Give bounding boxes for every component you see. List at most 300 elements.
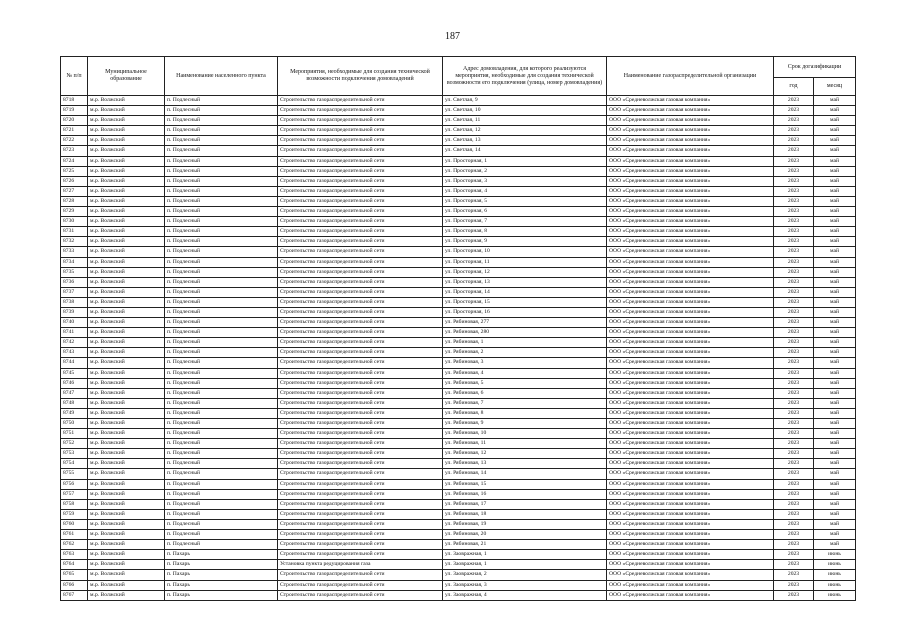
address-cell: ул. Рябиновая, 14 [443,469,607,479]
measure-cell: Строительство газораспределительной сети [278,368,443,378]
row-number-cell: 8722 [61,136,88,146]
table-row [61,449,856,459]
month-cell: май [814,176,856,186]
measure-cell: Строительство газораспределительной сети [278,378,443,388]
municipality-cell: м.р. Волжский [88,449,165,459]
municipality-cell: м.р. Волжский [88,540,165,550]
organization-cell: ООО «Средневолжская газовая компания» [607,570,774,580]
year-cell: 2023 [774,509,814,519]
year-cell: 2023 [774,166,814,176]
address-cell: ул. Светлая, 12 [443,126,607,136]
municipality-cell: м.р. Волжский [88,196,165,206]
row-number-cell: 8757 [61,489,88,499]
municipality-cell: м.р. Волжский [88,388,165,398]
year-cell: 2023 [774,116,814,126]
organization-cell: ООО «Средневолжская газовая компания» [607,408,774,418]
address-cell: ул. Просторная, 8 [443,227,607,237]
month-cell: май [814,136,856,146]
year-cell: 2023 [774,429,814,439]
table-row [61,287,856,297]
measure-cell: Строительство газораспределительной сети [278,277,443,287]
year-cell: 2023 [774,307,814,317]
year-cell: 2023 [774,146,814,156]
month-cell: май [814,459,856,469]
address-cell: ул. Рябиновая, 20 [443,530,607,540]
month-cell: май [814,318,856,328]
settlement-cell: п. Пахарь [165,590,278,600]
table-row [61,338,856,348]
year-cell: 2023 [774,176,814,186]
measure-cell: Строительство газораспределительной сети [278,580,443,590]
organization-cell: ООО «Средневолжская газовая компания» [607,348,774,358]
month-cell: июнь [814,590,856,600]
settlement-cell: п. Подлесный [165,186,278,196]
month-cell: май [814,469,856,479]
header-deadline: Срок догазификации [774,57,856,78]
address-cell: ул. Рябиновая, 4 [443,368,607,378]
settlement-cell: п. Подлесный [165,297,278,307]
organization-cell: ООО «Средневолжская газовая компания» [607,217,774,227]
year-cell: 2023 [774,368,814,378]
measure-cell: Строительство газораспределительной сети [278,439,443,449]
address-cell: ул. Рябиновая, 2 [443,348,607,358]
organization-cell: ООО «Средневолжская газовая компания» [607,287,774,297]
municipality-cell: м.р. Волжский [88,358,165,368]
year-cell: 2023 [774,499,814,509]
month-cell: май [814,307,856,317]
row-number-cell: 8762 [61,540,88,550]
row-number-cell: 8763 [61,550,88,560]
address-cell: ул. Рябиновая, 5 [443,378,607,388]
measure-cell: Строительство газораспределительной сети [278,126,443,136]
month-cell: май [814,398,856,408]
settlement-cell: п. Подлесный [165,398,278,408]
year-cell: 2023 [774,196,814,206]
settlement-cell: п. Подлесный [165,378,278,388]
organization-cell: ООО «Средневолжская газовая компания» [607,459,774,469]
address-cell: ул. Просторная, 14 [443,287,607,297]
year-cell: 2023 [774,297,814,307]
settlement-cell: п. Подлесный [165,307,278,317]
measure-cell: Строительство газораспределительной сети [278,146,443,156]
measure-cell: Строительство газораспределительной сети [278,358,443,368]
organization-cell: ООО «Средневолжская газовая компания» [607,550,774,560]
settlement-cell: п. Подлесный [165,348,278,358]
row-number-cell: 8767 [61,590,88,600]
table-row [61,257,856,267]
table-row [61,469,856,479]
year-cell: 2023 [774,590,814,600]
address-cell: ул. Рябиновая, 11 [443,439,607,449]
measure-cell: Строительство газораспределительной сети [278,570,443,580]
address-cell: ул. Рябиновая, 15 [443,479,607,489]
measure-cell: Строительство газораспределительной сети [278,116,443,126]
municipality-cell: м.р. Волжский [88,227,165,237]
address-cell: ул. Рябиновая, 6 [443,388,607,398]
table-row [61,156,856,166]
organization-cell: ООО «Средневолжская газовая компания» [607,378,774,388]
settlement-cell: п. Подлесный [165,217,278,227]
municipality-cell: м.р. Волжский [88,156,165,166]
settlement-cell: п. Подлесный [165,277,278,287]
month-cell: май [814,217,856,227]
organization-cell: ООО «Средневолжская газовая компания» [607,519,774,529]
settlement-cell: п. Подлесный [165,358,278,368]
measure-cell: Строительство газораспределительной сети [278,348,443,358]
municipality-cell: м.р. Волжский [88,166,165,176]
address-cell: ул. Просторная, 4 [443,186,607,196]
address-cell: ул. Заовражная, 3 [443,580,607,590]
settlement-cell: п. Подлесный [165,106,278,116]
year-cell: 2023 [774,398,814,408]
organization-cell: ООО «Средневолжская газовая компания» [607,237,774,247]
measure-cell: Строительство газораспределительной сети [278,519,443,529]
address-cell: ул. Рябиновая, 280 [443,328,607,338]
table-row [61,489,856,499]
table-row [61,96,856,106]
row-number-cell: 8753 [61,449,88,459]
month-cell: май [814,277,856,287]
table-row [61,560,856,570]
address-cell: ул. Рябиновая, 17 [443,499,607,509]
municipality-cell: м.р. Волжский [88,550,165,560]
page-number: 187 [445,31,460,42]
row-number-cell: 8747 [61,388,88,398]
organization-cell: ООО «Средневолжская газовая компания» [607,166,774,176]
organization-cell: ООО «Средневолжская газовая компания» [607,560,774,570]
settlement-cell: п. Подлесный [165,439,278,449]
measure-cell: Строительство газораспределительной сети [278,106,443,116]
year-cell: 2023 [774,318,814,328]
settlement-cell: п. Подлесный [165,156,278,166]
address-cell: ул. Просторная, 3 [443,176,607,186]
header-address: Адрес домовладения, для которого реализуются мероприятия, необходимые для создания технической возможности его подключения (улица, номер домовладения) [443,57,607,96]
header-measures: Мероприятия, необходимые для создания технической возможности подключения домовладений [278,57,443,96]
measure-cell: Строительство газораспределительной сети [278,227,443,237]
table-row [61,247,856,257]
measure-cell: Строительство газораспределительной сети [278,307,443,317]
municipality-cell: м.р. Волжский [88,338,165,348]
address-cell: ул. Просторная, 6 [443,207,607,217]
organization-cell: ООО «Средневолжская газовая компания» [607,590,774,600]
settlement-cell: п. Подлесный [165,388,278,398]
address-cell: ул. Рябиновая, 12 [443,449,607,459]
year-cell: 2023 [774,550,814,560]
measure-cell: Строительство газораспределительной сети [278,257,443,267]
row-number-cell: 8745 [61,368,88,378]
settlement-cell: п. Подлесный [165,257,278,267]
measure-cell: Установка пункта редуцирования газа [278,560,443,570]
address-cell: ул. Светлая, 10 [443,106,607,116]
gasification-table [60,56,856,601]
year-cell: 2023 [774,530,814,540]
municipality-cell: м.р. Волжский [88,469,165,479]
municipality-cell: м.р. Волжский [88,398,165,408]
year-cell: 2023 [774,519,814,529]
measure-cell: Строительство газораспределительной сети [278,429,443,439]
settlement-cell: п. Подлесный [165,237,278,247]
address-cell: ул. Заовражная, 2 [443,570,607,580]
year-cell: 2023 [774,560,814,570]
month-cell: май [814,439,856,449]
settlement-cell: п. Подлесный [165,227,278,237]
table-row [61,136,856,146]
address-cell: ул. Просторная, 5 [443,196,607,206]
row-number-cell: 8719 [61,106,88,116]
year-cell: 2023 [774,186,814,196]
municipality-cell: м.р. Волжский [88,96,165,106]
month-cell: май [814,247,856,257]
month-cell: май [814,227,856,237]
organization-cell: ООО «Средневолжская газовая компания» [607,398,774,408]
row-number-cell: 8766 [61,580,88,590]
header-organization: Наименование газораспределительной организации [607,57,774,96]
row-number-cell: 8755 [61,469,88,479]
month-cell: май [814,489,856,499]
address-cell: ул. Просторная, 13 [443,277,607,287]
table-row [61,196,856,206]
table-row [61,277,856,287]
table-row [61,166,856,176]
measure-cell: Строительство газораспределительной сети [278,176,443,186]
row-number-cell: 8760 [61,519,88,529]
year-cell: 2023 [774,96,814,106]
row-number-cell: 8730 [61,217,88,227]
month-cell: май [814,207,856,217]
row-number-cell: 8735 [61,267,88,277]
measure-cell: Строительство газораспределительной сети [278,499,443,509]
address-cell: ул. Просторная, 15 [443,297,607,307]
municipality-cell: м.р. Волжский [88,459,165,469]
organization-cell: ООО «Средневолжская газовая компания» [607,136,774,146]
table-row [61,459,856,469]
settlement-cell: п. Подлесный [165,368,278,378]
row-number-cell: 8733 [61,247,88,257]
table-row [61,328,856,338]
month-cell: май [814,267,856,277]
row-number-cell: 8720 [61,116,88,126]
municipality-cell: м.р. Волжский [88,368,165,378]
measure-cell: Строительство газораспределительной сети [278,509,443,519]
month-cell: май [814,479,856,489]
municipality-cell: м.р. Волжский [88,580,165,590]
month-cell: май [814,388,856,398]
organization-cell: ООО «Средневолжская газовая компания» [607,267,774,277]
organization-cell: ООО «Средневолжская газовая компания» [607,429,774,439]
row-number-cell: 8744 [61,358,88,368]
table-row [61,519,856,529]
measure-cell: Строительство газораспределительной сети [278,398,443,408]
row-number-cell: 8734 [61,257,88,267]
settlement-cell: п. Подлесный [165,96,278,106]
month-cell: май [814,106,856,116]
year-cell: 2023 [774,388,814,398]
address-cell: ул. Рябиновая, 7 [443,398,607,408]
municipality-cell: м.р. Волжский [88,590,165,600]
organization-cell: ООО «Средневолжская газовая компания» [607,277,774,287]
settlement-cell: п. Подлесный [165,429,278,439]
table-row [61,429,856,439]
address-cell: ул. Просторная, 12 [443,267,607,277]
month-cell: май [814,328,856,338]
measure-cell: Строительство газораспределительной сети [278,540,443,550]
year-cell: 2023 [774,328,814,338]
year-cell: 2023 [774,257,814,267]
row-number-cell: 8723 [61,146,88,156]
year-cell: 2023 [774,287,814,297]
municipality-cell: м.р. Волжский [88,348,165,358]
municipality-cell: м.р. Волжский [88,429,165,439]
organization-cell: ООО «Средневолжская газовая компания» [607,509,774,519]
measure-cell: Строительство газораспределительной сети [278,267,443,277]
row-number-cell: 8752 [61,439,88,449]
year-cell: 2023 [774,580,814,590]
row-number-cell: 8737 [61,287,88,297]
municipality-cell: м.р. Волжский [88,146,165,156]
measure-cell: Строительство газораспределительной сети [278,338,443,348]
measure-cell: Строительство газораспределительной сети [278,469,443,479]
row-number-cell: 8743 [61,348,88,358]
measure-cell: Строительство газораспределительной сети [278,459,443,469]
month-cell: май [814,116,856,126]
municipality-cell: м.р. Волжский [88,136,165,146]
measure-cell: Строительство газораспределительной сети [278,136,443,146]
row-number-cell: 8761 [61,530,88,540]
settlement-cell: п. Подлесный [165,207,278,217]
row-number-cell: 8765 [61,570,88,580]
measure-cell: Строительство газораспределительной сети [278,318,443,328]
table-row [61,368,856,378]
table-row [61,146,856,156]
year-cell: 2023 [774,358,814,368]
measure-cell: Строительство газораспределительной сети [278,237,443,247]
measure-cell: Строительство газораспределительной сети [278,166,443,176]
year-cell: 2023 [774,469,814,479]
organization-cell: ООО «Средневолжская газовая компания» [607,328,774,338]
year-cell: 2023 [774,217,814,227]
month-cell: май [814,348,856,358]
organization-cell: ООО «Средневолжская газовая компания» [607,419,774,429]
settlement-cell: п. Пахарь [165,570,278,580]
month-cell: май [814,419,856,429]
organization-cell: ООО «Средневолжская газовая компания» [607,439,774,449]
municipality-cell: м.р. Волжский [88,126,165,136]
address-cell: ул. Рябиновая, 13 [443,459,607,469]
municipality-cell: м.р. Волжский [88,237,165,247]
settlement-cell: п. Пахарь [165,580,278,590]
settlement-cell: п. Подлесный [165,318,278,328]
organization-cell: ООО «Средневолжская газовая компания» [607,530,774,540]
organization-cell: ООО «Средневолжская газовая компания» [607,257,774,267]
month-cell: май [814,287,856,297]
organization-cell: ООО «Средневолжская газовая компания» [607,307,774,317]
address-cell: ул. Рябиновая, 21 [443,540,607,550]
row-number-cell: 8750 [61,419,88,429]
organization-cell: ООО «Средневолжская газовая компания» [607,358,774,368]
table-header [61,57,856,96]
settlement-cell: п. Подлесный [165,338,278,348]
municipality-cell: м.р. Волжский [88,408,165,418]
month-cell: июнь [814,580,856,590]
measure-cell: Строительство газораспределительной сети [278,186,443,196]
month-cell: май [814,530,856,540]
organization-cell: ООО «Средневолжская газовая компания» [607,96,774,106]
table-row [61,207,856,217]
settlement-cell: п. Подлесный [165,499,278,509]
settlement-cell: п. Подлесный [165,166,278,176]
organization-cell: ООО «Средневолжская газовая компания» [607,116,774,126]
settlement-cell: п. Подлесный [165,519,278,529]
measure-cell: Строительство газораспределительной сети [278,550,443,560]
settlement-cell: п. Подлесный [165,196,278,206]
row-number-cell: 8729 [61,207,88,217]
month-cell: май [814,368,856,378]
settlement-cell: п. Подлесный [165,146,278,156]
settlement-cell: п. Подлесный [165,509,278,519]
table-row [61,570,856,580]
row-number-cell: 8759 [61,509,88,519]
address-cell: ул. Рябиновая, 19 [443,519,607,529]
measure-cell: Строительство газораспределительной сети [278,530,443,540]
municipality-cell: м.р. Волжский [88,106,165,116]
table-row [61,590,856,600]
address-cell: ул. Рябиновая, 9 [443,419,607,429]
organization-cell: ООО «Средневолжская газовая компания» [607,499,774,509]
year-cell: 2023 [774,338,814,348]
measure-cell: Строительство газораспределительной сети [278,217,443,227]
municipality-cell: м.р. Волжский [88,277,165,287]
settlement-cell: п. Подлесный [165,247,278,257]
measure-cell: Строительство газораспределительной сети [278,590,443,600]
month-cell: май [814,156,856,166]
table-row [61,267,856,277]
organization-cell: ООО «Средневолжская газовая компания» [607,186,774,196]
address-cell: ул. Рябиновая, 277 [443,318,607,328]
table-row [61,126,856,136]
organization-cell: ООО «Средневолжская газовая компания» [607,368,774,378]
address-cell: ул. Просторная, 11 [443,257,607,267]
row-number-cell: 8756 [61,479,88,489]
organization-cell: ООО «Средневолжская газовая компания» [607,469,774,479]
address-cell: ул. Рябиновая, 16 [443,489,607,499]
organization-cell: ООО «Средневолжская газовая компания» [607,106,774,116]
row-number-cell: 8732 [61,237,88,247]
row-number-cell: 8749 [61,408,88,418]
settlement-cell: п. Подлесный [165,176,278,186]
row-number-cell: 8721 [61,126,88,136]
table-row [61,398,856,408]
organization-cell: ООО «Средневолжская газовая компания» [607,156,774,166]
year-cell: 2023 [774,277,814,287]
organization-cell: ООО «Средневолжская газовая компания» [607,247,774,257]
row-number-cell: 8746 [61,378,88,388]
table-row [61,217,856,227]
settlement-cell: п. Подлесный [165,469,278,479]
address-cell: ул. Рябиновая, 8 [443,408,607,418]
address-cell: ул. Рябиновая, 1 [443,338,607,348]
address-cell: ул. Светлая, 13 [443,136,607,146]
month-cell: май [814,499,856,509]
year-cell: 2023 [774,439,814,449]
measure-cell: Строительство газораспределительной сети [278,297,443,307]
month-cell: май [814,257,856,267]
month-cell: май [814,126,856,136]
row-number-cell: 8748 [61,398,88,408]
month-cell: май [814,297,856,307]
table-row [61,186,856,196]
measure-cell: Строительство газораспределительной сети [278,287,443,297]
year-cell: 2023 [774,106,814,116]
